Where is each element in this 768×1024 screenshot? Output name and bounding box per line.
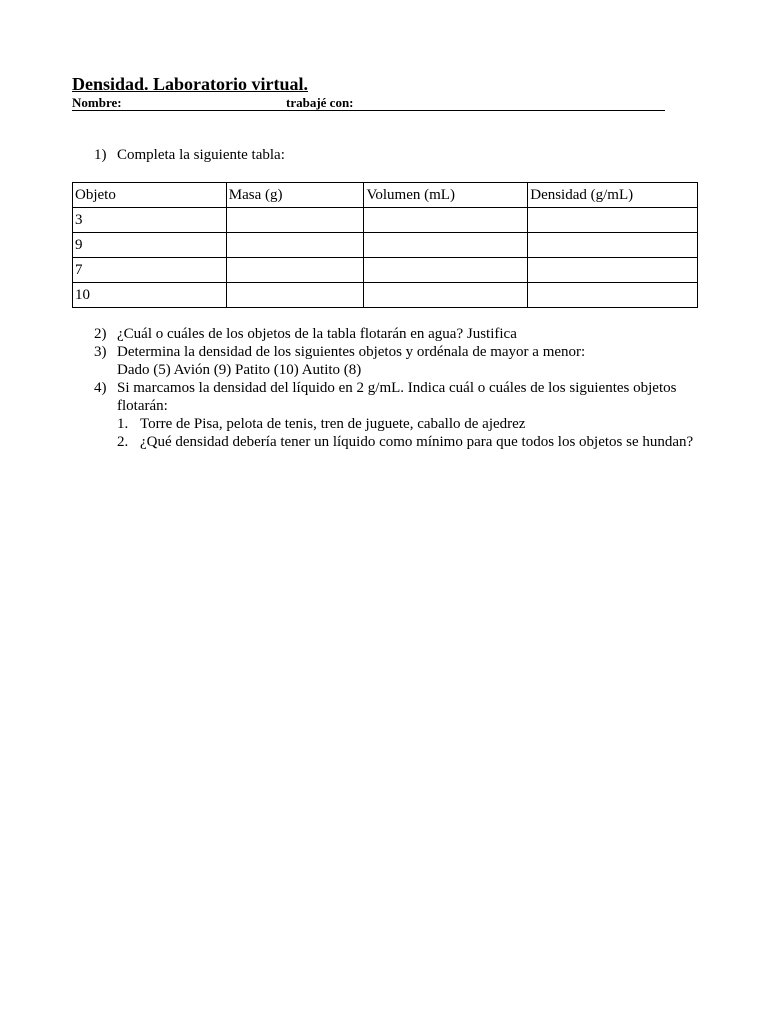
sub-item-text: Torre de Pisa, pelota de tenis, tren de juguete, caballo de ajedrez <box>140 416 526 432</box>
table-cell <box>364 258 528 283</box>
table-cell <box>528 233 698 258</box>
table-cell <box>528 258 698 283</box>
question-text: flotarán: <box>117 398 168 414</box>
table-cell <box>364 208 528 233</box>
question-list <box>94 325 714 451</box>
table-cell <box>226 258 364 283</box>
table-cell <box>226 208 364 233</box>
sub-item-number: 1. <box>117 416 129 432</box>
table-cell <box>226 283 364 308</box>
data-table <box>72 182 698 308</box>
column-header: Objeto <box>73 183 227 208</box>
question-text: Si marcamos la densidad del líquido en 2 g/mL. Indica cuál o cuáles de los siguientes objetos <box>117 380 677 396</box>
sub-item <box>117 415 714 433</box>
question-text: Dado (5) Avión (9) Patito (10) Autito (8) <box>117 362 362 378</box>
question-4 <box>94 379 714 451</box>
table-header-row <box>73 183 698 208</box>
question-number: 1) <box>94 147 107 163</box>
question-number: 2) <box>94 326 107 342</box>
question-text: Completa la siguiente tabla: <box>117 147 285 163</box>
sub-item-number: 2. <box>117 434 129 450</box>
question-text: Determina la densidad de los siguientes objetos y ordénala de mayor a menor: <box>117 344 586 360</box>
table-cell <box>528 283 698 308</box>
table-cell-object: 7 <box>73 258 227 283</box>
table-row <box>73 258 698 283</box>
question-text: ¿Cuál o cuáles de los objetos de la tabla flotarán en agua? Justifica <box>117 326 517 342</box>
table-cell <box>528 208 698 233</box>
table-row <box>73 283 698 308</box>
table-cell-object: 3 <box>73 208 227 233</box>
table-row <box>73 208 698 233</box>
table-cell-object: 10 <box>73 283 227 308</box>
table-cell <box>364 283 528 308</box>
sub-item <box>117 433 714 451</box>
column-header: Densidad (g/mL) <box>528 183 698 208</box>
table-cell-object: 9 <box>73 233 227 258</box>
table-cell <box>364 233 528 258</box>
table-row <box>73 233 698 258</box>
question-3 <box>94 343 714 379</box>
name-label: Nombre: <box>72 95 122 110</box>
question-1 <box>94 147 285 164</box>
sub-item-text: ¿Qué densidad debería tener un líquido como mínimo para que todos los objetos se hundan? <box>140 434 694 450</box>
document-title: Densidad. Laboratorio virtual. <box>72 74 309 94</box>
table-cell <box>226 233 364 258</box>
question-2 <box>94 325 714 343</box>
question-number: 3) <box>94 344 107 360</box>
worked-with-label: trabajé con: <box>286 95 354 110</box>
question-number: 4) <box>94 380 107 396</box>
column-header: Volumen (mL) <box>364 183 528 208</box>
name-line <box>72 96 665 111</box>
column-header: Masa (g) <box>226 183 364 208</box>
